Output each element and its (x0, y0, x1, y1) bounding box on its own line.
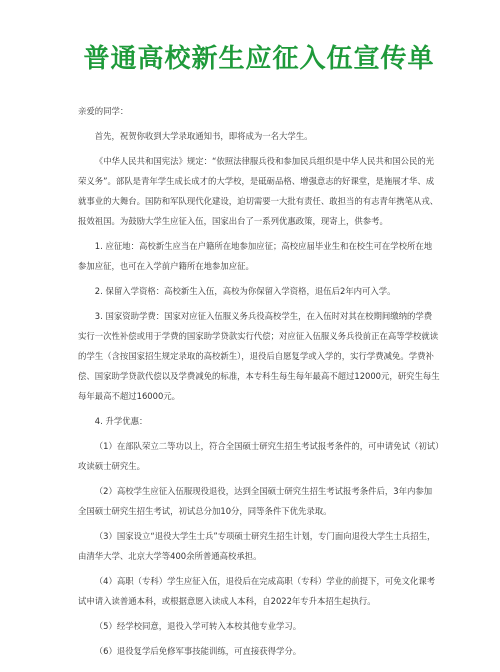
sub-item-2: （2）高校学生应征入伍服现役退役，达到全国硕士研究生招生考试报考条件后，3年内参加全国硕士研究生招生考试，初试总分加10分，同等条件下优先录取。 (78, 486, 433, 516)
sub-item-3: （3）国家设立“退役大学生士兵”专项硕士研究生招生计划，专门面向退役大学生士兵招生，由清华大学、北京大学等400余所普通高校承担。 (78, 531, 436, 561)
greeting: 亲爱的同学： (78, 106, 129, 116)
leaflet-title: 普通高校新生应征入伍宣传单 (83, 44, 435, 74)
policy-item-3: 3. 国家资助学费：国家对应征入伍服义务兵役高校学生，在入伍时对其在校期间缴纳的学费实行一次性补偿或用于学费的国家助学贷款实行代偿；对应征入伍服义务兵役前正在高等学校就读的学生（含按国家招生规定录取的高校新生），退役后自愿复学或入学的，实行学费减免。学费补偿、国家助学贷款代偿以及学费减免的标准，本专科生每生每年最高不超过12000元，研究生每生每年最高不超过16000元。 (78, 311, 440, 401)
sub-item-1: （1）在部队荣立二等功以上，符合全国硕士研究生招生考试报考条件的，可申请免试（初试）攻读硕士研究生。 (78, 441, 440, 471)
policy-item-1: 1. 应征地：高校新生应当在户籍所在地参加应征；高校应届毕业生和在校生可在学校所在地参加应征，也可在入学前户籍所在地参加应征。 (78, 241, 433, 271)
policy-item-4: 4. 升学优惠： (94, 416, 148, 426)
sub-item-5: （5）经学校同意，退役入学可转入本校其他专业学习。 (94, 621, 302, 631)
leaflet-body (78, 101, 440, 661)
policy-item-2: 2. 保留入学资格：高校新生入伍，高校为你保留入学资格，退伍后2年内可入学。 (94, 286, 396, 296)
intro-paragraph: 首先，祝贺你收到大学录取通知书，即将成为一名大学生。 (94, 131, 313, 141)
sub-item-4: （4）高职（专科）学生应征入伍，退役后在完成高职（专科）学业的前提下，可免文化课考试申请入读普通本科，或根据意愿入读成人本科，自2022年专升本招生起执行。 (78, 576, 436, 606)
constitution-paragraph: 《中华人民共和国宪法》规定：“依照法律服兵役和参加民兵组织是中华人民共和国公民的光荣义务”。部队是青年学生成长成才的大学校，是砥砺品格、增强意志的好课堂，是施展才华、成就事业的大舞台。国防和军队现代化建设，迫切需要一大批有责任、敢担当的有志青年携笔从戎、报效祖国。为鼓励大学生应征入伍，国家出台了一系列优惠政策，现寄上，供参考。 (78, 156, 439, 226)
sub-item-6: （6）退役复学后免修军事技能训练，可直接获得学分。 (94, 646, 302, 656)
